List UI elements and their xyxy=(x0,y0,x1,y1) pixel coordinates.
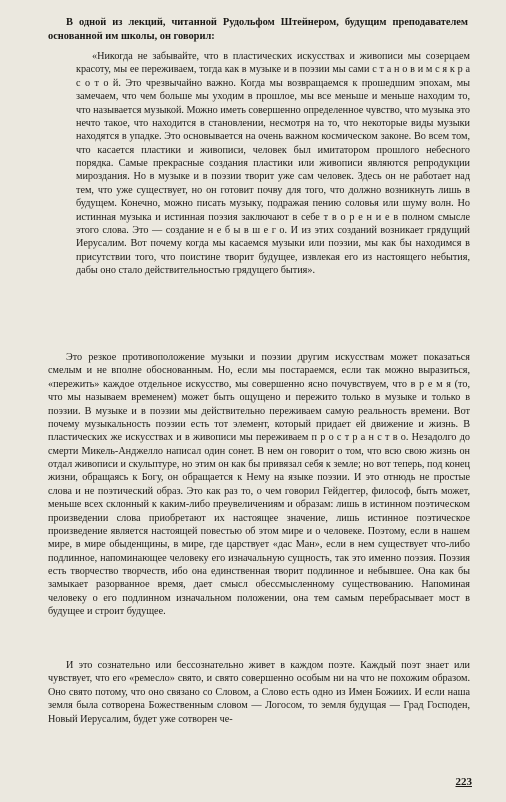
body-paragraph-2: И это сознательно или бессознательно живет в каждом поэте. Каждый поэт знает или чувствует, что его «ремесло» свято, и свято совершенно особым ни на что не похожим образом. Оно свято потому, что оно связано со Словом, а Слово есть одно из Имен Божиих. И если наша земля была сотворена Божественным словом — Логосом, то земля будущая — Град Господен, Новый Иерусалим, будет уже сотворен че- xyxy=(48,660,470,725)
page-number: 223 xyxy=(455,776,472,788)
body-paragraph-1: Это резкое противоположение музыки и поэзии другим искусствам может показаться смелым и не вполне обоснованным. Но, если мы постараемся, если так можно выразиться, «пережить» каждое отдельное искусство, мы совершенно ясно почувствуем, что в р е м я (то, что мы называем временем) может быть ощущено и пережито только в музыке и только в поэзии. В музыке и в поэзии мы действительно переживаем самую реальность времени. Вот почему музыкальность поэзии есть тот элемент, который придает ей движение и жизнь. В пластических же искусствах и в живописи мы переживаем п р о с т р а н с т в о. Незадолго до смерти Микель-Анджелло написал один сонет. В нем он говорит о том, что всю свою жизнь он отдал живописи и скульптуре, но этим он как бы привязал себя к земле; но вот теперь, под конец жизни, обращаясь к Богу, он обращается к Нему на языке поэзии. И это отнюдь не простые слова и не поэтический образ. Это как раз то, о чем говорил Гейдеггер, философ, быть может, меньше всех склонный к каким-либо преувеличениям и образам: лишь в истинном поэтическом произведении слова приобретают их настоящее значение, лишь истинное поэтическое произведение является настоящей повестью об этом мире и о человеке. Поэтому, если в нашем мире, в мире обыденщины, в мире, где царствует «дас Ман», если в нем существует что-либо подлинное, напоминающее человеку его изначальную сущность, так это именно поэзия. Поэзия есть творчество творчеств, ибо она единственная творит подлинное и небывшее. Она как бы замыкает разорванное время, дает смысл обессмысленному существованию. Напоминая человеку о его подлинном изначальном положении, она тем самым перебрасывает мост в будущее и строит будущее. xyxy=(48,352,470,618)
steiner-quote: «Никогда не забывайте, что в пластических искусствах и живописи мы созерцаем красоту, мы ее переживаем, тогда как в музыке и в поэзии мы сами с т а н о в и м с я к р а с о т о й. Это чрезвычайно важно. Когда мы возвращаемся к прошедшим эпохам, мы замечаем, что чем больше мы уходим в прошлое, мы все меньше и меньше находим то, что называется музыкой. Можно иметь совершенно определенное чувство, что музыка это нечто такое, что находится в становлении, несмотря на то, что некоторые виды музыки находятся в упадке. Это основывается на очень важном космическом законе. Во всем том, что касается пластики и живописи, человек был имитатором прошлого небесного порядка. Самые прекрасные создания пластики или живописи являются репродукции мироздания. Но в музыке и в поэзии творит уже сам человек. Здесь он не работает над тем, что уже существует, но он готовит почву для того, что должно возникнуть лишь в будущем. Конечно, можно писать музыку, подражая пению соловья или шуму волн. Но истинная музыка и истинная поэзия заключают в себе т в о р е н и е в полном смысле этого слова. Это — создание н е б ы в ш е г о. И из этих созданий возникает грядущий Иерусалим. Вот почему когда мы касаемся музыки или поэзии, мы как бы находимся в присутствии того, что поистине творит будущее, извлекая его из настоящего небытия, дабы оно стало действительностью грядущего бытия». xyxy=(76,51,470,276)
intro-paragraph: В одной из лекций, читанной Рудольфом Штейнером, будущим преподавателем основанной им школы, он говорил: xyxy=(48,17,468,42)
